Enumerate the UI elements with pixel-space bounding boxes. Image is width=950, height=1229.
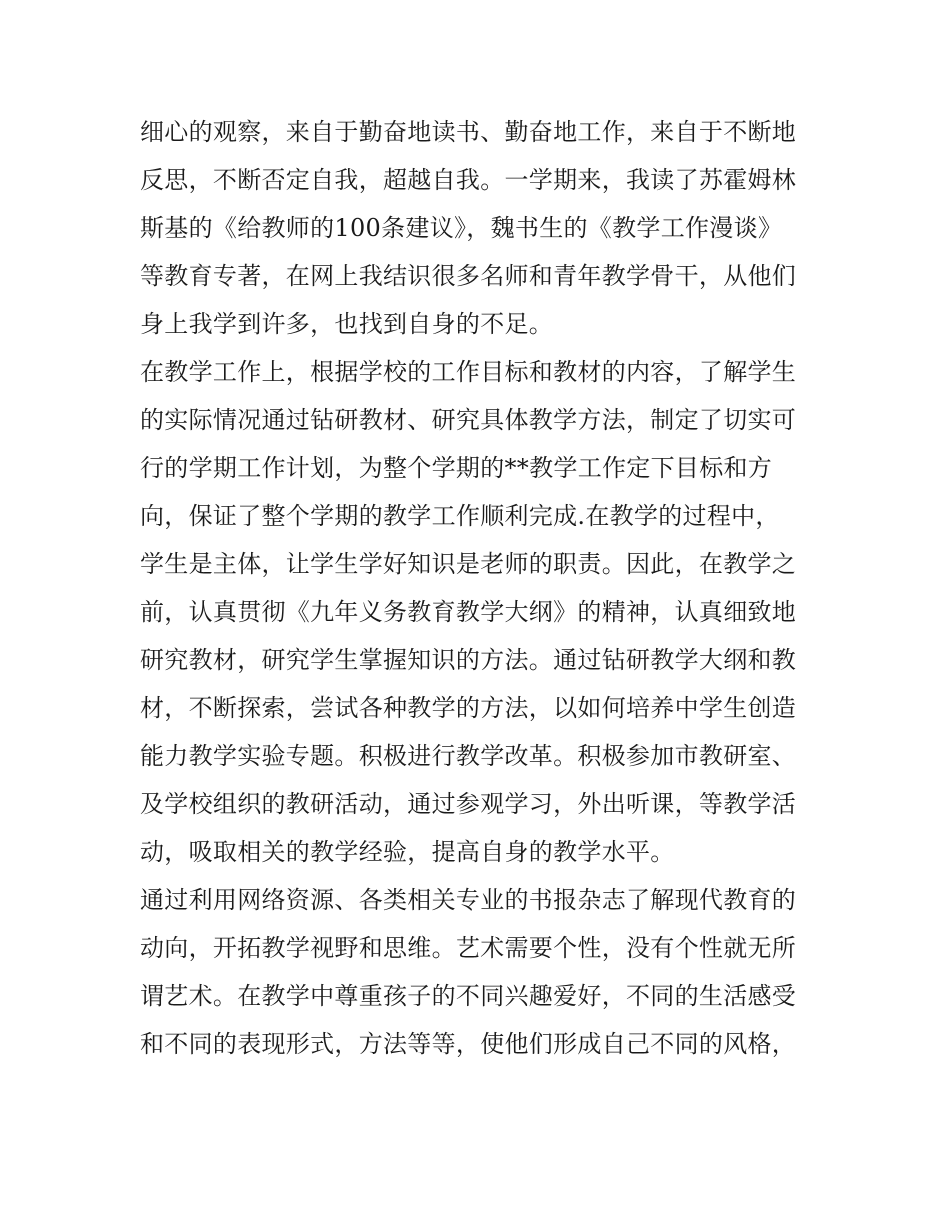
text-line: 动，吸取相关的教学经验，提高自身的教学水平。 — [140, 838, 675, 866]
text-line: 反思，不断否定自我，超越自我。一学期来，我读了苏霍姆林 — [140, 166, 797, 194]
text-line: 身上我学到许多，也找到自身的不足。 — [140, 310, 554, 338]
text-line: 细心的观察，来自于勤奋地读书、勤奋地工作，来自于不断地 — [140, 118, 797, 146]
text-line: 及学校组织的教研活动，通过参观学习，外出听课，等教学活 — [140, 790, 797, 818]
text-line: 行的学期工作计划，为整个学期的**教学工作定下目标和方 — [140, 454, 773, 482]
text-line: 前，认真贯彻《九年义务教育教学大纲》的精神，认真细致地 — [140, 598, 797, 626]
text-line: 能力教学实验专题。积极进行教学改革。积极参加市教研室、 — [140, 742, 797, 770]
text-line: 向，保证了整个学期的教学工作顺利完成.在教学的过程中， — [140, 502, 780, 530]
text-line: 谓艺术。在教学中尊重孩子的不同兴趣爱好，不同的生活感受 — [140, 982, 797, 1010]
text-line: 学生是主体，让学生学好知识是老师的职责。因此，在教学之 — [140, 550, 797, 578]
text-line: 在教学工作上，根据学校的工作目标和教材的内容，了解学生 — [140, 358, 797, 386]
document-body — [140, 108, 820, 1068]
text-line: 和不同的表现形式，方法等等，使他们形成自己不同的风格， — [140, 1030, 797, 1058]
text-line: 等教育专著，在网上我结识很多名师和青年教学骨干，从他们 — [140, 262, 797, 290]
text-line: 通过利用网络资源、各类相关专业的书报杂志了解现代教育的 — [140, 886, 797, 914]
text-line: 材，不断探索，尝试各种教学的方法，以如何培养中学生创造 — [140, 694, 797, 722]
text-line: 研究教材，研究学生掌握知识的方法。通过钻研教学大纲和教 — [140, 646, 797, 674]
text-line: 的实际情况通过钻研教材、研究具体教学方法，制定了切实可 — [140, 406, 797, 434]
text-line: 斯基的《给教师的100条建议》，魏书生的《教学工作漫谈》 — [140, 214, 783, 242]
text-line: 动向，开拓教学视野和思维。艺术需要个性，没有个性就无所 — [140, 934, 797, 962]
